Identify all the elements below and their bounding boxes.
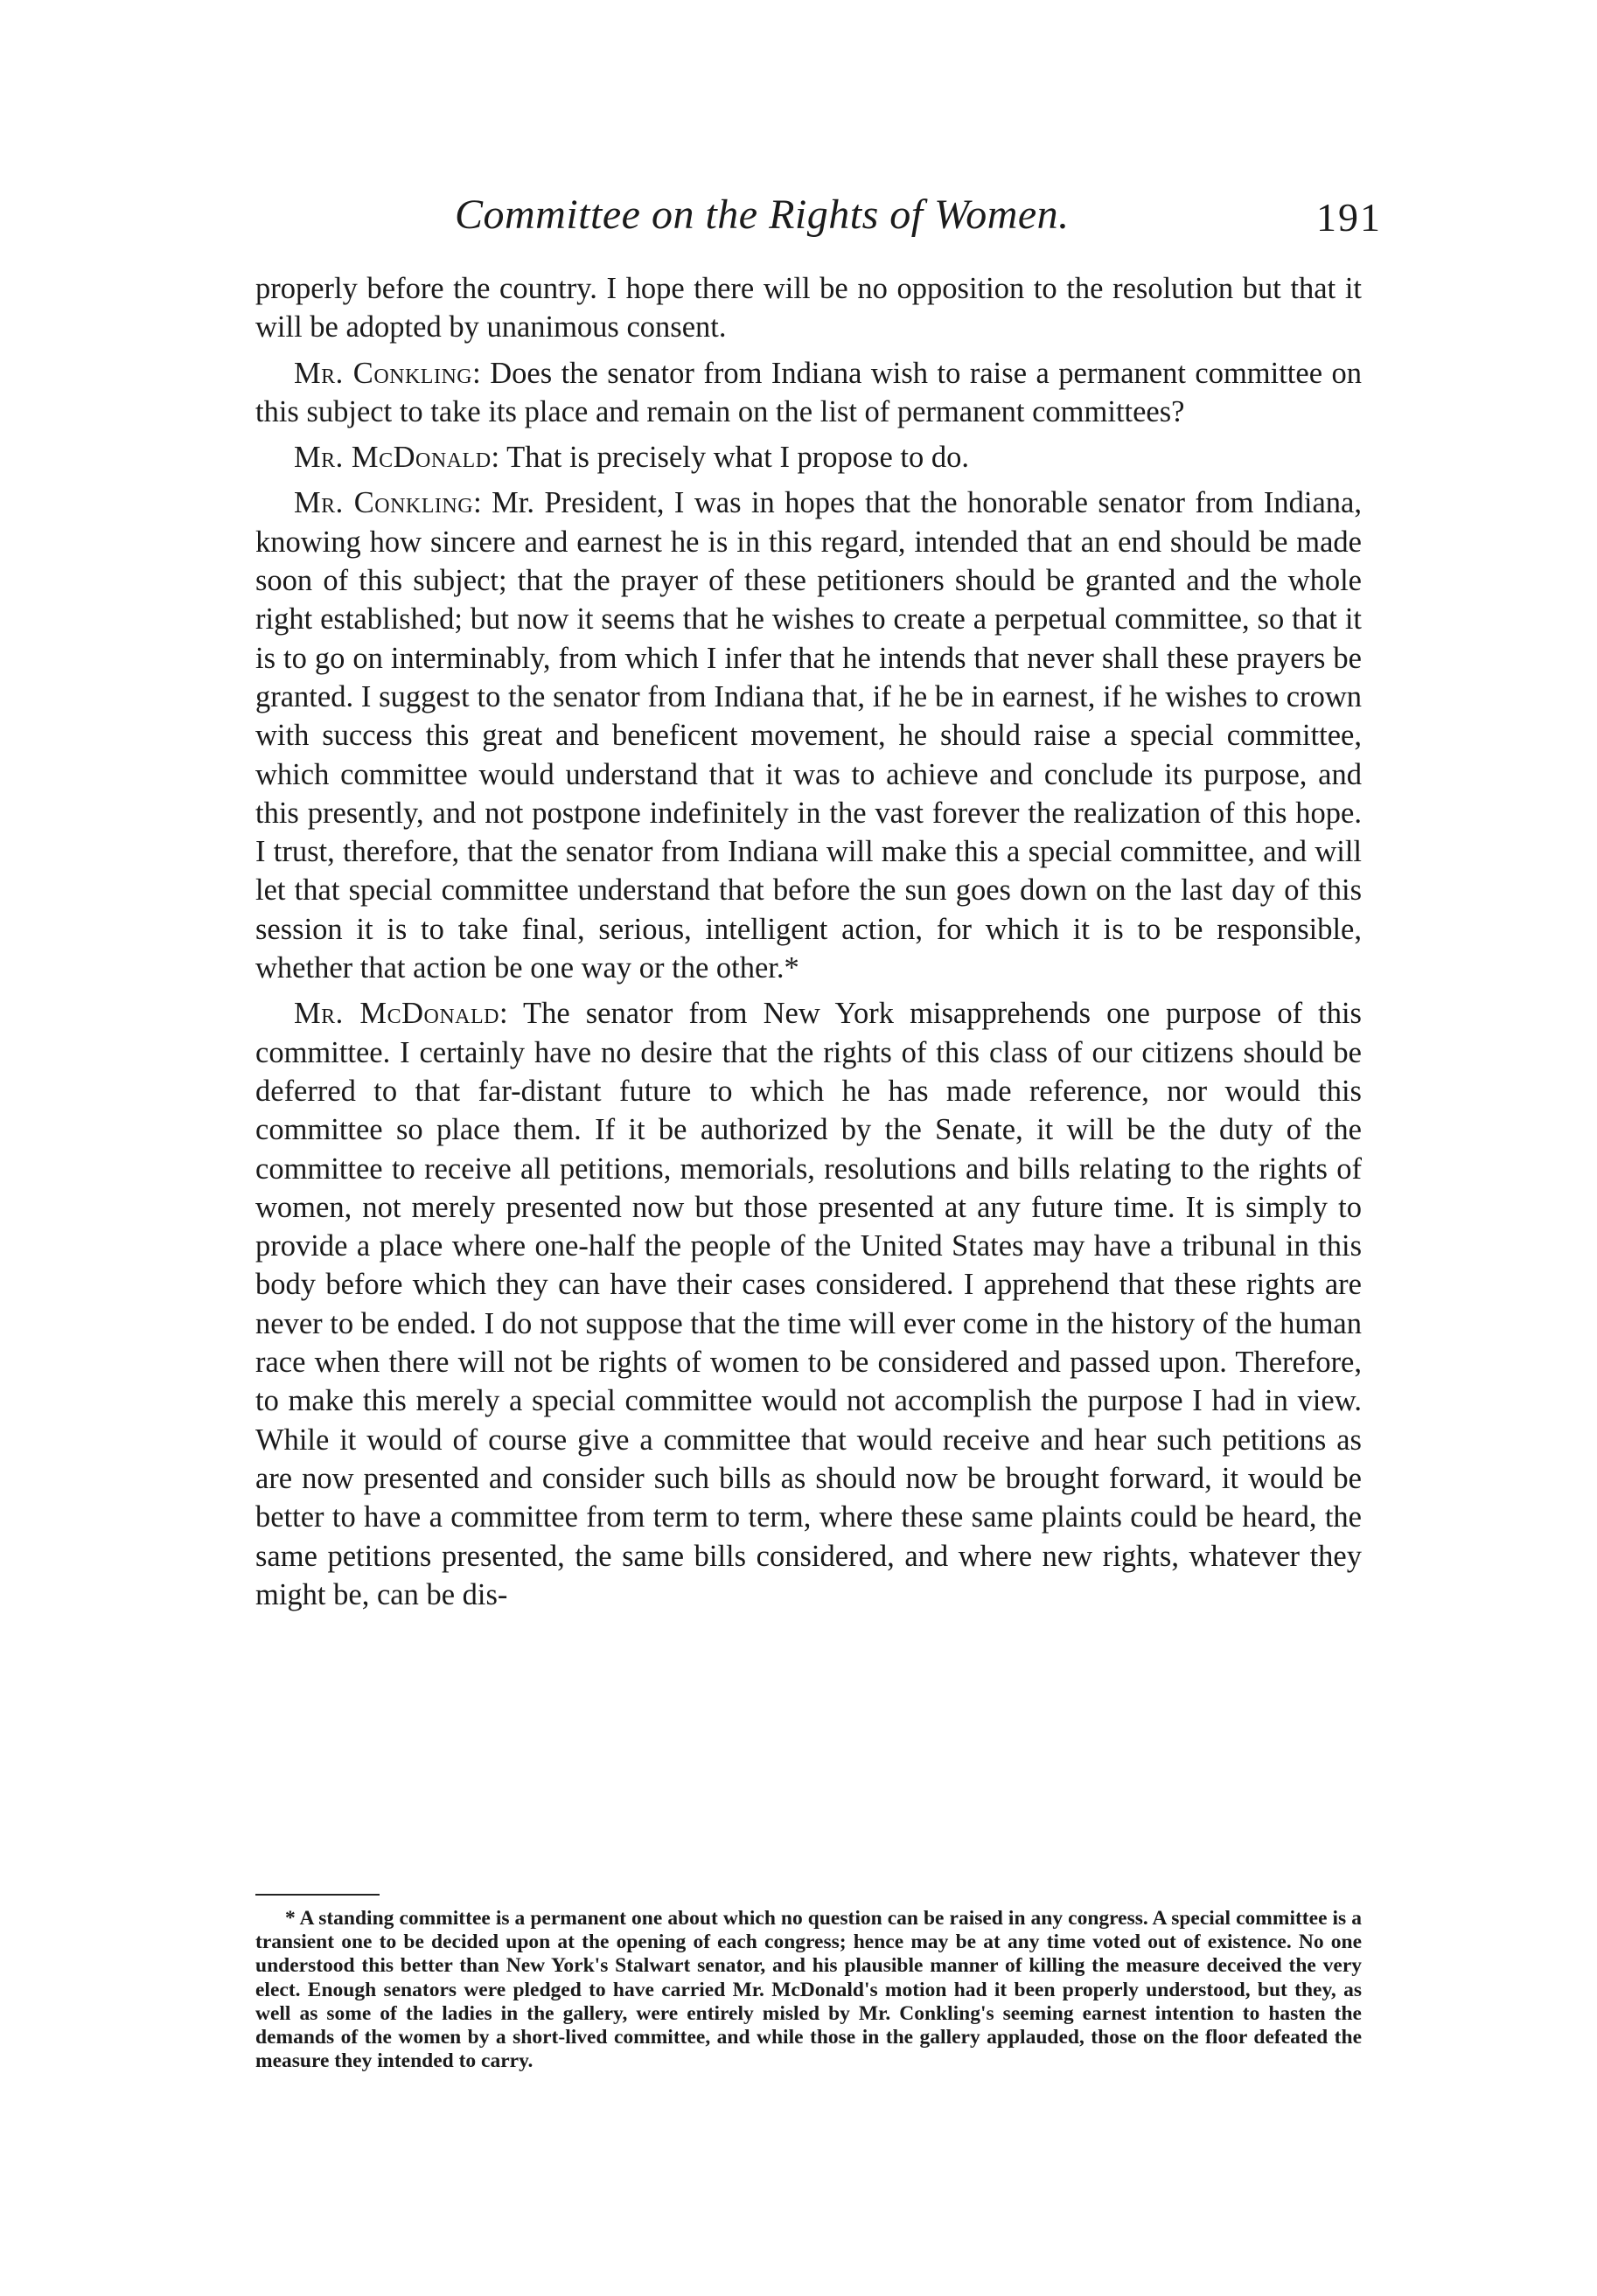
- paragraph-text: : That is precisely what I propose to do.: [491, 441, 969, 475]
- speaker-name: Mr. McDonald: [294, 997, 499, 1031]
- paragraph-conkling-question: [255, 354, 1362, 432]
- paragraph-text: : Mr. President, I was in hopes that the honorable senator from Indiana, knowing how sincere and earnest he is in this regard, intended that an end should be made soon of this subject; that the prayer of these petitioners should be granted and the whole right established; but now it seems that he wishes to create a perpetual committee, so that it is to go on interminably, from which I infer that he intends that never shall these prayers be granted. I suggest to the senator from Indiana that, if he be in earnest, if he wishes to crown with success this great and beneficent movement, he should raise a special committee, which committee would understand that it was to achieve and conclude its purpose, and this presently, and not postpone indefinitely in the vast forever the realization of this hope. I trust, therefore, that the senator from Indiana will make this a special committee, and will let that special committee understand that before the sun goes down on the last day of this session it is to take final, serious, intelligent action, for which it is to be responsible, whether that action be one way or the other.*: [255, 486, 1362, 985]
- paragraph-text: : The senator from New York misapprehends one purpose of this committee. I certainly have no desire that the rights of this class of our citizens should be deferred to that far-distant future to which he has made reference, nor would this committee so place them. If it be authorized by the Senate, it will be the duty of the committee to receive all petitions, memorials, resolutions and bills relating to the rights of women, not merely presented now but those presented at any future time. It is simply to provide a place where one-half the people of the United States may have a tribunal in this body before which they can have their cases considered. I apprehend that these rights are never to be ended. I do not suppose that the time will ever come in the history of the human race when there will not be rights of women to be considered and passed upon. Therefore, to make this merely a special committee would not accomplish the purpose I had in view. While it would of course give a committee that would receive and hear such petitions as are now presented and consider such bills as should now be brought forward, it would be better to have a committee from term to term, where these same plaints could be heard, the same petitions presented, the same bills considered, and where new rights, whatever they might be, can be dis-: [255, 997, 1362, 1611]
- speaker-name: Mr. Conkling: [294, 486, 474, 520]
- paragraph-text: properly before the country. I hope there will be no opposition to the resolution but that it will be adopted by unanimous consent.: [255, 272, 1362, 344]
- speaker-name: Mr. Conkling: [294, 356, 473, 390]
- paragraph-continuation: [255, 269, 1362, 347]
- speaker-name: Mr. McDonald: [294, 441, 492, 475]
- paragraph-mcdonald-reply: [255, 438, 1362, 477]
- page-number: 191: [1316, 195, 1382, 240]
- running-head: [254, 191, 1382, 243]
- footnote: * A standing committee is a permanent one about which no question can be raised in any congress. A special committee is a transient one to be decided upon at the opening of each congress; hence may be at any time voted out of existence. No one understood this better than New York's Stalwart senator, and his plausible manner of killing the measure deceived the very elect. Enough senators were pledged to have carried Mr. McDonald's motion had it been properly understood, but they, as well as some of the ladies in the gallery, were entirely misled by Mr. Conkling's seeming earnest intention to hasten the demands of the women by a short-lived committee, and while those in the gallery applauded, those on the floor defeated the measure they intended to carry.: [255, 1907, 1362, 2073]
- paragraph-text: : Does the senator from Indiana wish to raise a permanent committee on this subject to take its place and remain on the list of permanent committees?: [255, 356, 1363, 428]
- paragraph-conkling-speech: [255, 484, 1362, 987]
- body-text: [255, 269, 1362, 1621]
- footnote-rule: [255, 1894, 380, 1896]
- paragraph-mcdonald-speech: [255, 994, 1362, 1614]
- running-title: Committee on the Rights of Women.: [455, 191, 1070, 238]
